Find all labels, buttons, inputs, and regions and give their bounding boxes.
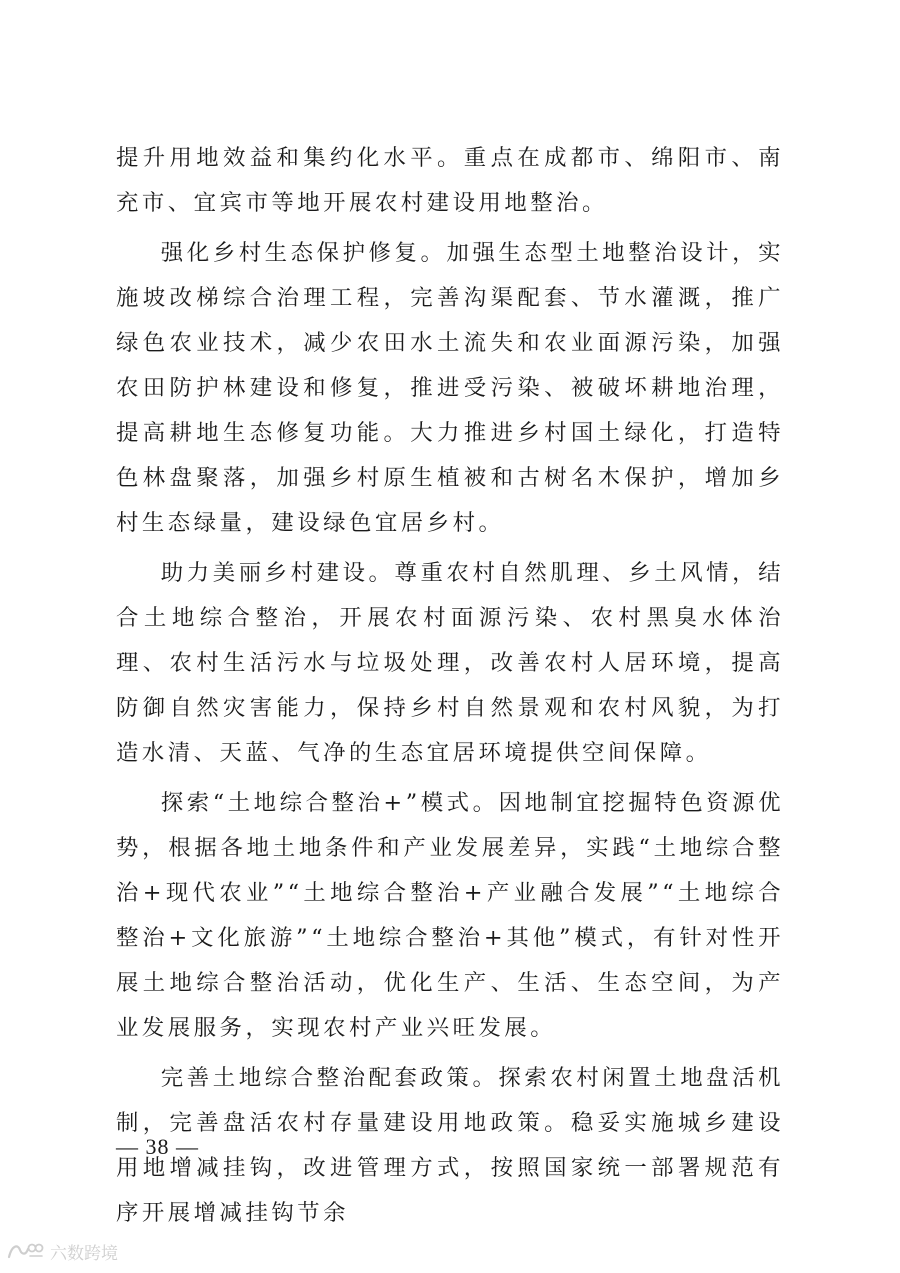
paragraph-integrated-remediation-mode: 探索“土地综合整治+”模式。因地制宜挖掘特色资源优势，根据各地土地条件和产业发展差异，实践“土地综合整治+现代农业”“土地综合整治+产业融合发展”“土地综合整治+文化旅游”“土地综合整治+其他”模式，有针对性开展土地综合整治活动，优化生产、生活、生态空间，为产业发展服务，实现农村产业兴旺发展。 <box>116 790 784 1041</box>
paragraph-ecological-restoration: 强化乡村生态保护修复。加强生态型土地整治设计，实施坡改梯综合治理工程，完善沟渠配套、节水灌溉，推广绿色农业技术，减少农田水土流失和农业面源污染，加强农田防护林建设和修复，推进受污染、被破坏耕地治理，提高耕地生态修复功能。大力推进乡村国土绿化，打造特色林盘聚落，加强乡村原生植被和古树名木保护，增加乡村生态绿量，建设绿色宜居乡村。 <box>116 240 784 536</box>
brand-logo-icon <box>6 1240 44 1262</box>
body-text <box>116 136 784 1236</box>
paragraph-continuation: 提升用地效益和集约化水平。重点在成都市、绵阳市、南充市、宜宾市等地开展农村建设用地整治。 <box>116 145 784 216</box>
page-number: — 38 — <box>116 1134 199 1159</box>
paragraph-beautiful-village: 助力美丽乡村建设。尊重农村自然肌理、乡土风情，结合土地综合整治，开展农村面源污染、农村黑臭水体治理、农村生活污水与垃圾处理，改善农村人居环境，提高防御自然灾害能力，保持乡村自然景观和农村风貌，为打造水清、天蓝、气净的生态宜居环境提供空间保障。 <box>116 560 784 766</box>
paragraph-supporting-policies: 完善土地综合整治配套政策。探索农村闲置土地盘活机制，完善盘活农村存量建设用地政策。稳妥实施城乡建设用地增减挂钩，改进管理方式，按照国家统一部署规范有序开展增减挂钩节余 <box>116 1065 784 1226</box>
watermark-text: 六数跨境 <box>50 1243 118 1264</box>
watermark <box>6 1236 118 1266</box>
